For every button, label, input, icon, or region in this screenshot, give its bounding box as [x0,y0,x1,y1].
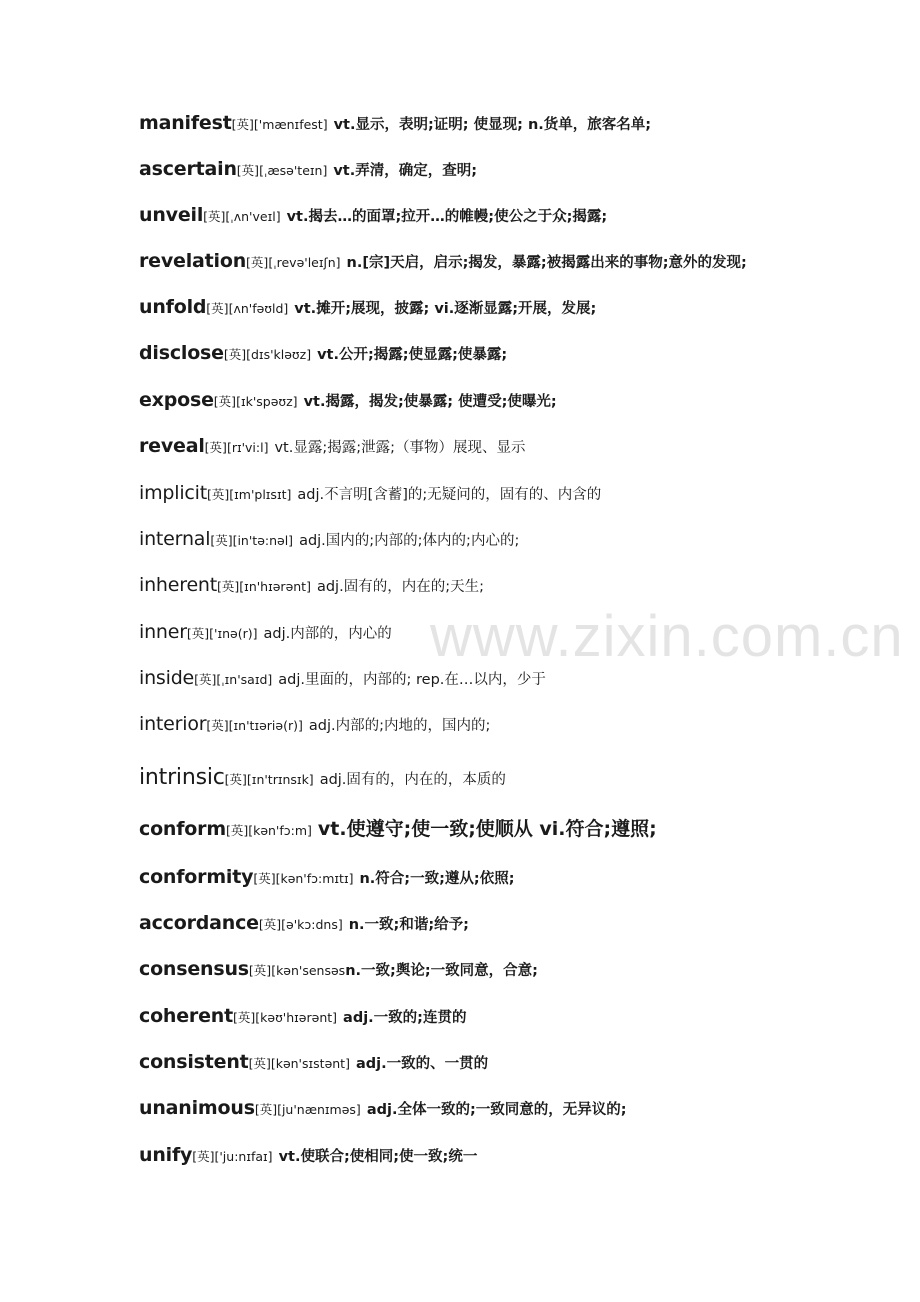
entry-word: unfold [139,296,207,318]
vocab-entry [139,576,484,595]
vocab-entry [139,715,490,734]
entry-tag: [英] [236,163,260,178]
vocab-entry [139,206,607,225]
entry-word: inherent [139,574,218,596]
entry-tag: [英] [233,1010,256,1025]
vocab-entry [139,960,538,979]
entry-phonetic: [kən'sensəs [271,963,346,978]
entry-word: implicit [139,482,207,504]
vocab-entry [139,820,657,839]
entry-phonetic: [ʌn'fəʊld] [228,301,289,316]
entry-word: ascertain [139,158,237,180]
vocab-entry [139,437,526,456]
entry-definition: adj.内部的，内心的 [263,626,392,642]
entry-phonetic: [kən'fɔ:m] [248,823,312,838]
entry-definition: n.一致;舆论;一致同意，合意; [345,963,538,979]
vocab-entry [139,160,477,179]
entry-tag: [英] [203,209,226,224]
vocab-entry [139,252,747,271]
entry-tag: [英] [206,301,229,316]
entry-phonetic: [kən'fɔ:mɪtɪ] [275,871,354,886]
vocab-entry [139,767,506,789]
vocab-entry [139,868,515,887]
entry-phonetic: [ɪm'plɪsɪt] [229,487,292,502]
entry-word: inner [139,621,187,643]
entry-tag: [英] [217,579,240,594]
vocab-entry [139,530,519,549]
entry-phonetic: [ˌrevə'leɪʃn] [268,255,341,270]
entry-tag: [英] [258,917,282,932]
entry-tag: [英] [204,440,227,455]
entry-definition: adj.一致的、一贯的 [355,1056,489,1072]
entry-word: consistent [139,1051,249,1073]
vocab-entry [139,344,507,363]
entry-phonetic: [ɪn'trɪnsɪk] [246,772,314,787]
entry-word: conformity [139,866,254,888]
vocab-entry [139,1146,477,1165]
entry-phonetic: ['ɪnə(r)] [209,626,258,641]
entry-word: intrinsic [139,765,225,790]
entry-phonetic: [ɪn'hɪərənt] [239,579,311,594]
entry-word: revelation [139,250,247,272]
entry-tag: [英] [224,772,247,787]
entry-tag: [英] [186,626,210,641]
entry-definition: adj.不言明[含蓄]的;无疑问的，固有的、内含的 [297,487,602,503]
entry-word: conform [139,818,226,840]
entry-phonetic: [dɪs'kləʊz] [246,347,312,362]
entry-tag: [英] [225,823,249,838]
entry-tag: [英] [248,963,272,978]
entry-word: reveal [139,435,205,457]
entry-definition: vt.显示，表明;证明; 使显现; n.货单，旅客名单; [333,117,652,133]
entry-phonetic: [ɪk'spəʊz] [236,394,298,409]
entry-phonetic: [kən'sɪstənt] [270,1056,350,1071]
entry-tag: [英] [206,487,230,502]
entry-definition: n.一致;和谐;给予; [348,917,469,933]
entry-phonetic: [ə'kɔ:dns] [281,917,343,932]
entry-tag: [英] [223,347,247,362]
entry-word: unanimous [139,1097,255,1119]
entry-tag: [英] [248,1056,271,1071]
entry-definition: vt.使联合;使相同;使一致;统一 [278,1149,478,1165]
vocab-entry [139,484,601,503]
entry-tag: [英] [194,672,217,687]
entry-definition: adj.固有的，内在的，本质的 [319,772,506,788]
entry-tag: [英] [206,718,229,733]
entry-definition: vt.使遵守;使一致;使顺从 vi.符合;遵照; [317,818,657,840]
entry-definition: vt.摊开;展现，披露; vi.逐渐显露;开展，发展; [294,301,597,317]
entry-tag: [英] [192,1149,215,1164]
entry-word: coherent [139,1005,233,1027]
entry-definition: vt.公开;揭露;使显露;使暴露; [317,347,508,363]
entry-definition: vt.揭去…的面罩;拉开…的帷幔;使公之于众;揭露; [286,209,608,225]
entry-phonetic: ['mænɪfest] [253,117,328,132]
entry-phonetic: [ˌæsə'teɪn] [259,163,328,178]
entry-tag: [英] [253,871,276,886]
entry-word: unify [139,1144,193,1166]
entry-word: consensus [139,958,249,980]
vocab-entry [139,298,596,317]
entry-phonetic: [ju'nænɪməs] [277,1102,361,1117]
entry-definition: adj.全体一致的;一致同意的，无异议的; [366,1102,627,1118]
entry-definition: n.符合;一致;遵从;依照; [359,871,515,887]
entry-word: accordance [139,912,259,934]
entry-tag: [英] [210,533,233,548]
vocab-entry [139,114,651,133]
entry-word: disclose [139,342,224,364]
entry-definition: adj.国内的;内部的;体内的;内心的; [299,533,520,549]
entry-word: interior [139,713,207,735]
entry-definition: adj.固有的，内在的;天生; [316,579,484,595]
entry-tag: [英] [254,1102,278,1117]
entry-phonetic: [ɪn'tɪəriə(r)] [228,718,303,733]
entry-word: expose [139,389,214,411]
entry-phonetic: [ˌɪn'saɪd] [216,672,273,687]
entry-definition: vt.显露;揭露;泄露;（事物）展现、显示 [274,440,526,456]
vocab-entry [139,1099,627,1118]
entry-phonetic: [ˌʌn'veɪl] [225,209,281,224]
entry-tag: [英] [246,255,269,270]
watermark-text: www.zixin.com.cn [430,604,904,669]
entry-definition: n.[宗]天启，启示;揭发，暴露;被揭露出来的事物;意外的发现; [346,255,747,271]
entry-word: unveil [139,204,204,226]
vocab-entry [139,669,546,688]
entry-word: internal [139,528,211,550]
vocab-entry [139,914,469,933]
vocab-entry [139,623,392,642]
entry-tag: [英] [213,394,237,409]
entry-word: inside [139,667,195,689]
entry-definition: vt.弄清，确定，查明; [333,163,478,179]
entry-phonetic: [kəʊ'hɪərənt] [255,1010,338,1025]
entry-definition: adj.内部的;内地的，国内的; [308,718,491,734]
vocab-entry [139,391,557,410]
entry-word: manifest [139,112,232,134]
entry-phonetic: [rɪ'vi:l] [226,440,269,455]
entry-definition: adj.里面的，内部的; rep.在…以内，少于 [278,672,546,688]
entry-phonetic: ['ju:nɪfaɪ] [214,1149,273,1164]
vocab-entry [139,1053,488,1072]
entry-definition: vt.揭露，揭发;使暴露; 使遭受;使曝光; [303,394,557,410]
entry-tag: [英] [231,117,254,132]
vocab-entry [139,1007,466,1026]
entry-phonetic: [in'tə:nəl] [232,533,294,548]
entry-definition: adj.一致的;连贯的 [343,1010,467,1026]
